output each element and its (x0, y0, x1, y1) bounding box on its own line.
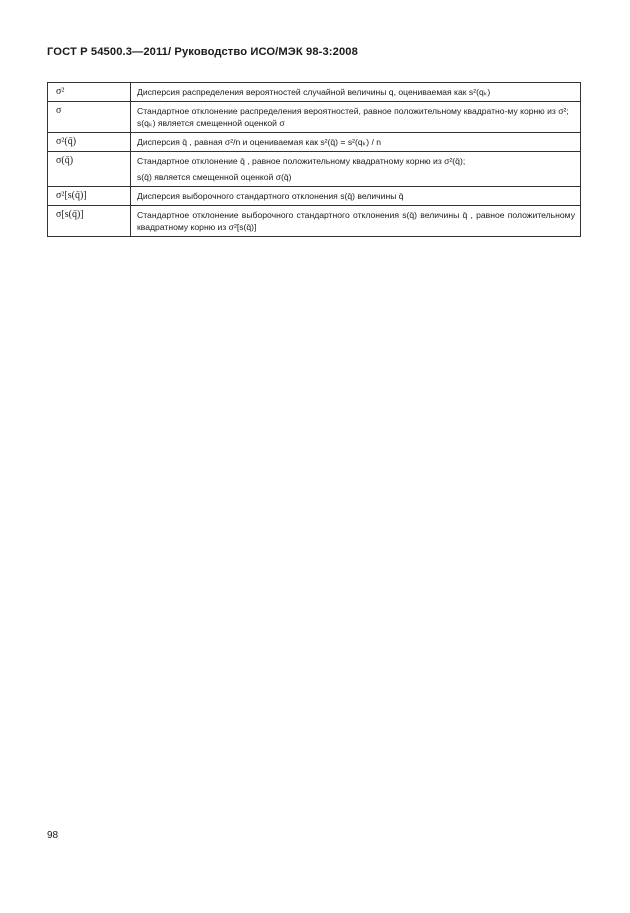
description-line: s(qₖ) является смещенной оценкой σ (137, 118, 285, 128)
symbol-cell: σ²[s(q̄)] (48, 187, 131, 206)
description-cell (131, 102, 581, 133)
table-row (48, 83, 581, 102)
page-number: 98 (47, 830, 59, 841)
description-line: s(q̄) является смещенной оценкой σ(q̄) (137, 172, 292, 182)
description-cell (131, 187, 581, 206)
description-line: Стандартное отклонение выборочного стандартного отклонения s(q̄) величины q̄ , равное положительному квадратному корню из σ²[s(q̄)] (137, 210, 575, 232)
table-row (48, 152, 581, 187)
description-line: Дисперсия распределения вероятностей случайной величины q, оцениваемая как s²(qₖ) (137, 87, 491, 97)
description-line: Стандартное отклонение q̄ , равное положительному квадратному корню из σ²(q̄); (137, 156, 466, 166)
description-line: Стандартное отклонение распределения вероятностей, равное положительному квадратно-му корню из σ²; (137, 106, 569, 116)
description-cell (131, 133, 581, 152)
symbol-cell: σ²(q̄) (48, 133, 131, 152)
table-row (48, 102, 581, 133)
symbol-cell: σ[s(q̄)] (48, 206, 131, 237)
description-cell (131, 152, 581, 187)
description-line: Дисперсия q̄ , равная σ²/n и оцениваемая как s²(q̄) = s²(qₖ) / n (137, 137, 382, 147)
description-cell (131, 83, 581, 102)
symbol-cell: σ (48, 102, 131, 133)
table-row (48, 206, 581, 237)
description-cell (131, 206, 581, 237)
symbol-cell: σ(q̄) (48, 152, 131, 187)
symbol-cell: σ² (48, 83, 131, 102)
table-row (48, 187, 581, 206)
table-row (48, 133, 581, 152)
document-header: ГОСТ Р 54500.3—2011/ Руководство ИСО/МЭК 98-3:2008 (47, 46, 358, 58)
description-line: Дисперсия выборочного стандартного отклонения s(q̄) величины q̄ (137, 191, 404, 201)
symbols-table (47, 82, 581, 237)
